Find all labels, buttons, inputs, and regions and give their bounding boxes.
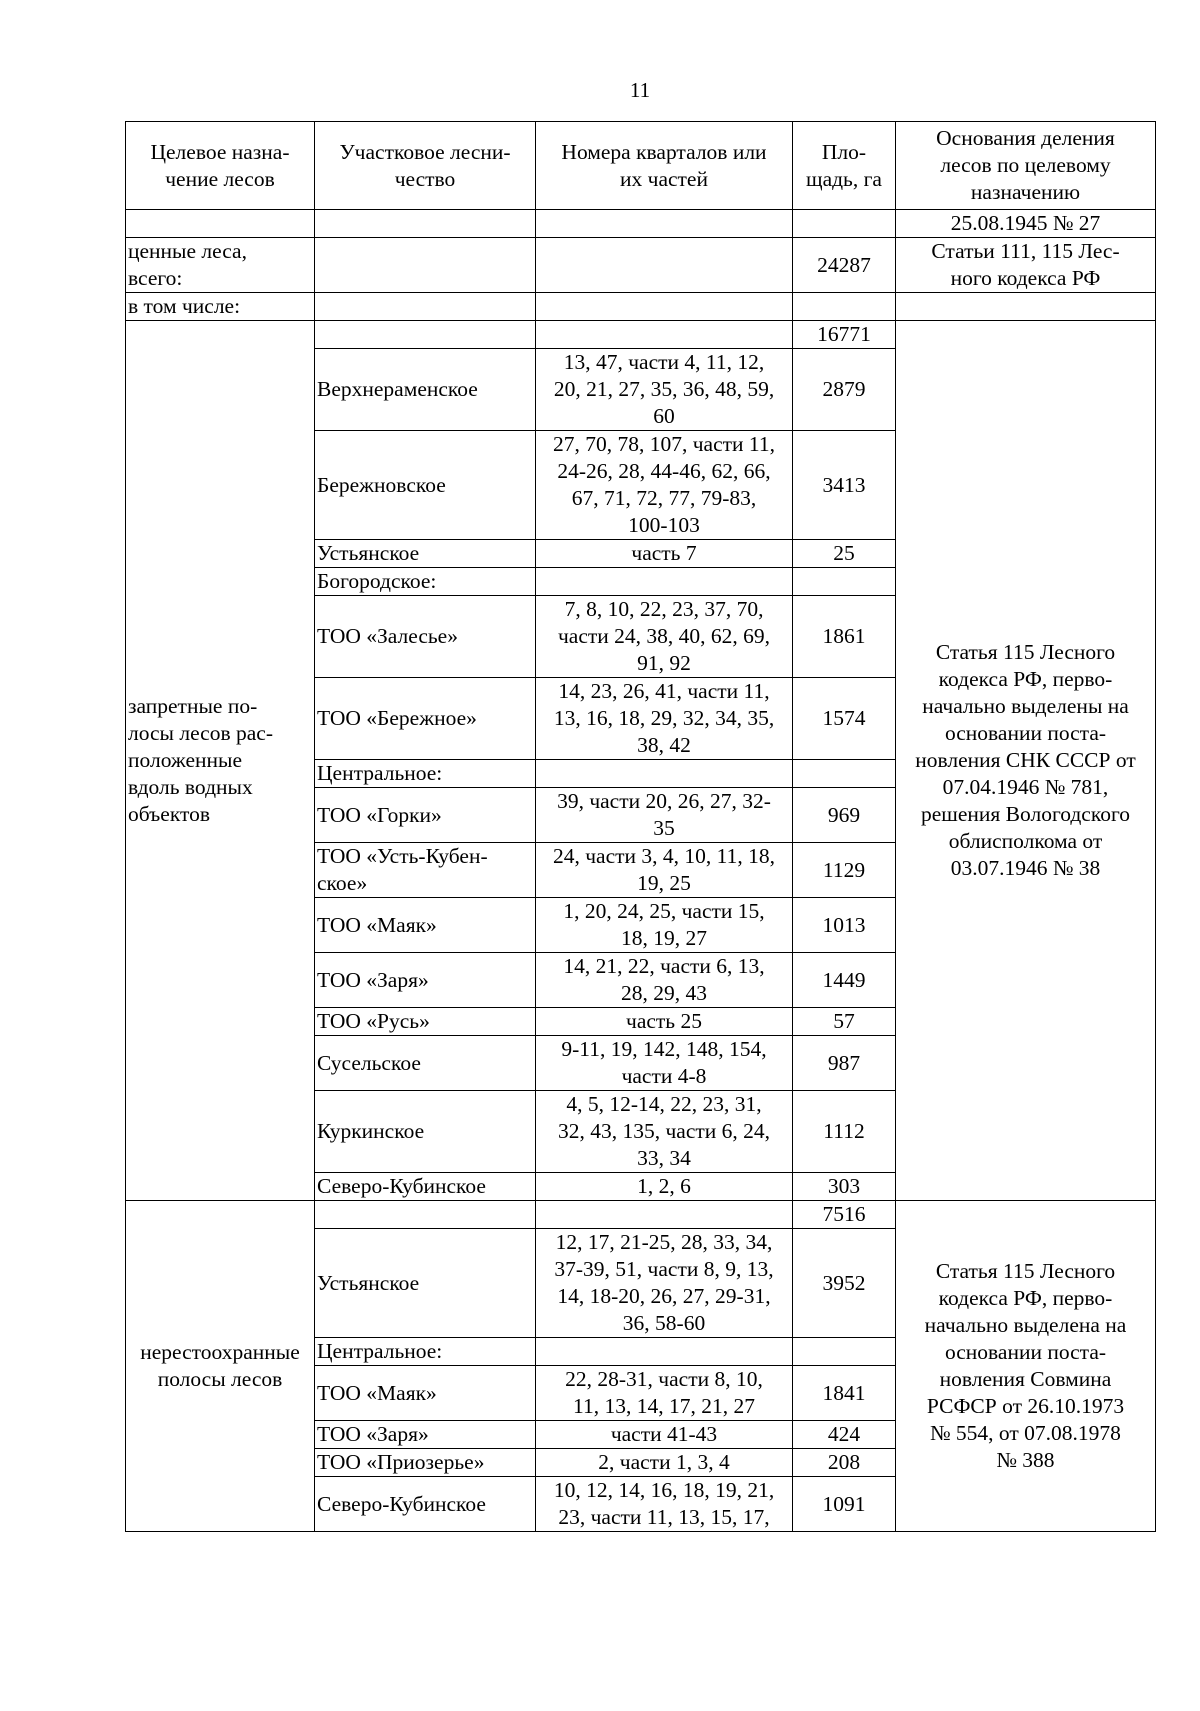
quarters-cell [536,760,793,788]
area-cell [793,1338,896,1366]
header-quarters: Номера кварталов или их частей [536,122,793,210]
basis-cell: Статьи 111, 115 Лес- ного кодекса РФ [896,238,1156,293]
header-area: Пло- щадь, га [793,122,896,210]
basis-cell: Статья 115 Лесного кодекса РФ, перво- начально выделена на основании поста- новления Совмина РСФСР от 26.10.1973 № 554, от 07.08.1978 № 388 [896,1201,1156,1532]
quarters-cell: 39, части 20, 26, 27, 32- 35 [536,788,793,843]
quarters-cell: 22, 28-31, части 8, 10, 11, 13, 14, 17, 21, 27 [536,1366,793,1421]
table-row [126,321,1156,349]
header-purpose: Целевое назна- чение лесов [126,122,315,210]
district-cell: ТОО «Приозерье» [315,1449,536,1477]
area-cell: 16771 [793,321,896,349]
area-cell: 25 [793,540,896,568]
district-cell: Сусельское [315,1036,536,1091]
header-district: Участковое лесни- чество [315,122,536,210]
district-cell: Северо-Кубинское [315,1173,536,1201]
district-cell: ТОО «Русь» [315,1008,536,1036]
purpose-cell: ценные леса, всего: [126,238,315,293]
district-cell: Куркинское [315,1091,536,1173]
district-cell: Устьянское [315,540,536,568]
area-cell: 1013 [793,898,896,953]
district-cell: ТОО «Маяк» [315,1366,536,1421]
area-cell: 303 [793,1173,896,1201]
area-cell: 1861 [793,596,896,678]
district-cell: Богородское: [315,568,536,596]
forest-purpose-table [125,121,1156,1532]
table-row [126,1201,1156,1229]
district-cell: ТОО «Маяк» [315,898,536,953]
quarters-cell: 9-11, 19, 142, 148, 154, части 4-8 [536,1036,793,1091]
quarters-cell: 10, 12, 14, 16, 18, 19, 21, 23, части 11, 13, 15, 17, [536,1477,793,1532]
area-cell: 1091 [793,1477,896,1532]
area-cell [793,568,896,596]
quarters-cell: 7, 8, 10, 22, 23, 37, 70, части 24, 38, 40, 62, 69, 91, 92 [536,596,793,678]
district-cell: ТОО «Усть-Кубен- ское» [315,843,536,898]
quarters-cell: 13, 47, части 4, 11, 12, 20, 21, 27, 35, 36, 48, 59, 60 [536,349,793,431]
district-cell: Центральное: [315,1338,536,1366]
quarters-cell: 1, 2, 6 [536,1173,793,1201]
table-header-row [126,122,1156,210]
quarters-cell: 24, части 3, 4, 10, 11, 18, 19, 25 [536,843,793,898]
quarters-cell: 14, 23, 26, 41, части 11, 13, 16, 18, 29, 32, 34, 35, 38, 42 [536,678,793,760]
table-row [126,238,1156,293]
quarters-cell: часть 7 [536,540,793,568]
area-cell: 1449 [793,953,896,1008]
district-cell: Бережновское [315,431,536,540]
quarters-cell: часть 25 [536,1008,793,1036]
area-cell: 57 [793,1008,896,1036]
table-row [126,210,1156,238]
page-number: 11 [629,78,651,102]
area-cell: 7516 [793,1201,896,1229]
area-cell: 1129 [793,843,896,898]
quarters-cell [536,568,793,596]
quarters-cell: 27, 70, 78, 107, части 11, 24-26, 28, 44-46, 62, 66, 67, 71, 72, 77, 79-83, 100-103 [536,431,793,540]
area-cell: 3413 [793,431,896,540]
district-cell: ТОО «Залесье» [315,596,536,678]
quarters-cell: 12, 17, 21-25, 28, 33, 34, 37-39, 51, части 8, 9, 13, 14, 18-20, 26, 27, 29-31, 36, 58-60 [536,1229,793,1338]
district-cell: Северо-Кубинское [315,1477,536,1532]
area-cell: 24287 [793,238,896,293]
area-cell: 424 [793,1421,896,1449]
district-cell: ТОО «Заря» [315,1421,536,1449]
quarters-cell: 1, 20, 24, 25, части 15, 18, 19, 27 [536,898,793,953]
area-cell: 3952 [793,1229,896,1338]
quarters-cell: 2, части 1, 3, 4 [536,1449,793,1477]
area-cell: 2879 [793,349,896,431]
district-cell: Центральное: [315,760,536,788]
district-cell: ТОО «Заря» [315,953,536,1008]
area-cell: 987 [793,1036,896,1091]
area-cell: 969 [793,788,896,843]
district-cell: Устьянское [315,1229,536,1338]
purpose-cell: запретные по- лосы лесов рас- положенные вдоль водных объектов [126,321,315,1201]
quarters-cell: 14, 21, 22, части 6, 13, 28, 29, 43 [536,953,793,1008]
header-basis: Основания деления лесов по целевому назначению [896,122,1156,210]
area-cell: 1841 [793,1366,896,1421]
area-cell: 1112 [793,1091,896,1173]
area-cell: 1574 [793,678,896,760]
quarters-cell: части 41-43 [536,1421,793,1449]
area-cell [793,760,896,788]
district-cell: Верхнераменское [315,349,536,431]
basis-cell: Статья 115 Лесного кодекса РФ, перво- начально выделены на основании поста- новления СНК СССР от 07.04.1946 № 781, решения Вологодского облисполкома от 03.07.1946 № 38 [896,321,1156,1201]
district-cell: ТОО «Бережное» [315,678,536,760]
quarters-cell: 4, 5, 12-14, 22, 23, 31, 32, 43, 135, части 6, 24, 33, 34 [536,1091,793,1173]
purpose-cell: нерестоохранные полосы лесов [126,1201,315,1532]
purpose-cell: в том числе: [126,293,315,321]
quarters-cell [536,1338,793,1366]
area-cell: 208 [793,1449,896,1477]
district-cell: ТОО «Горки» [315,788,536,843]
basis-cell: 25.08.1945 № 27 [896,210,1156,238]
table-row [126,293,1156,321]
